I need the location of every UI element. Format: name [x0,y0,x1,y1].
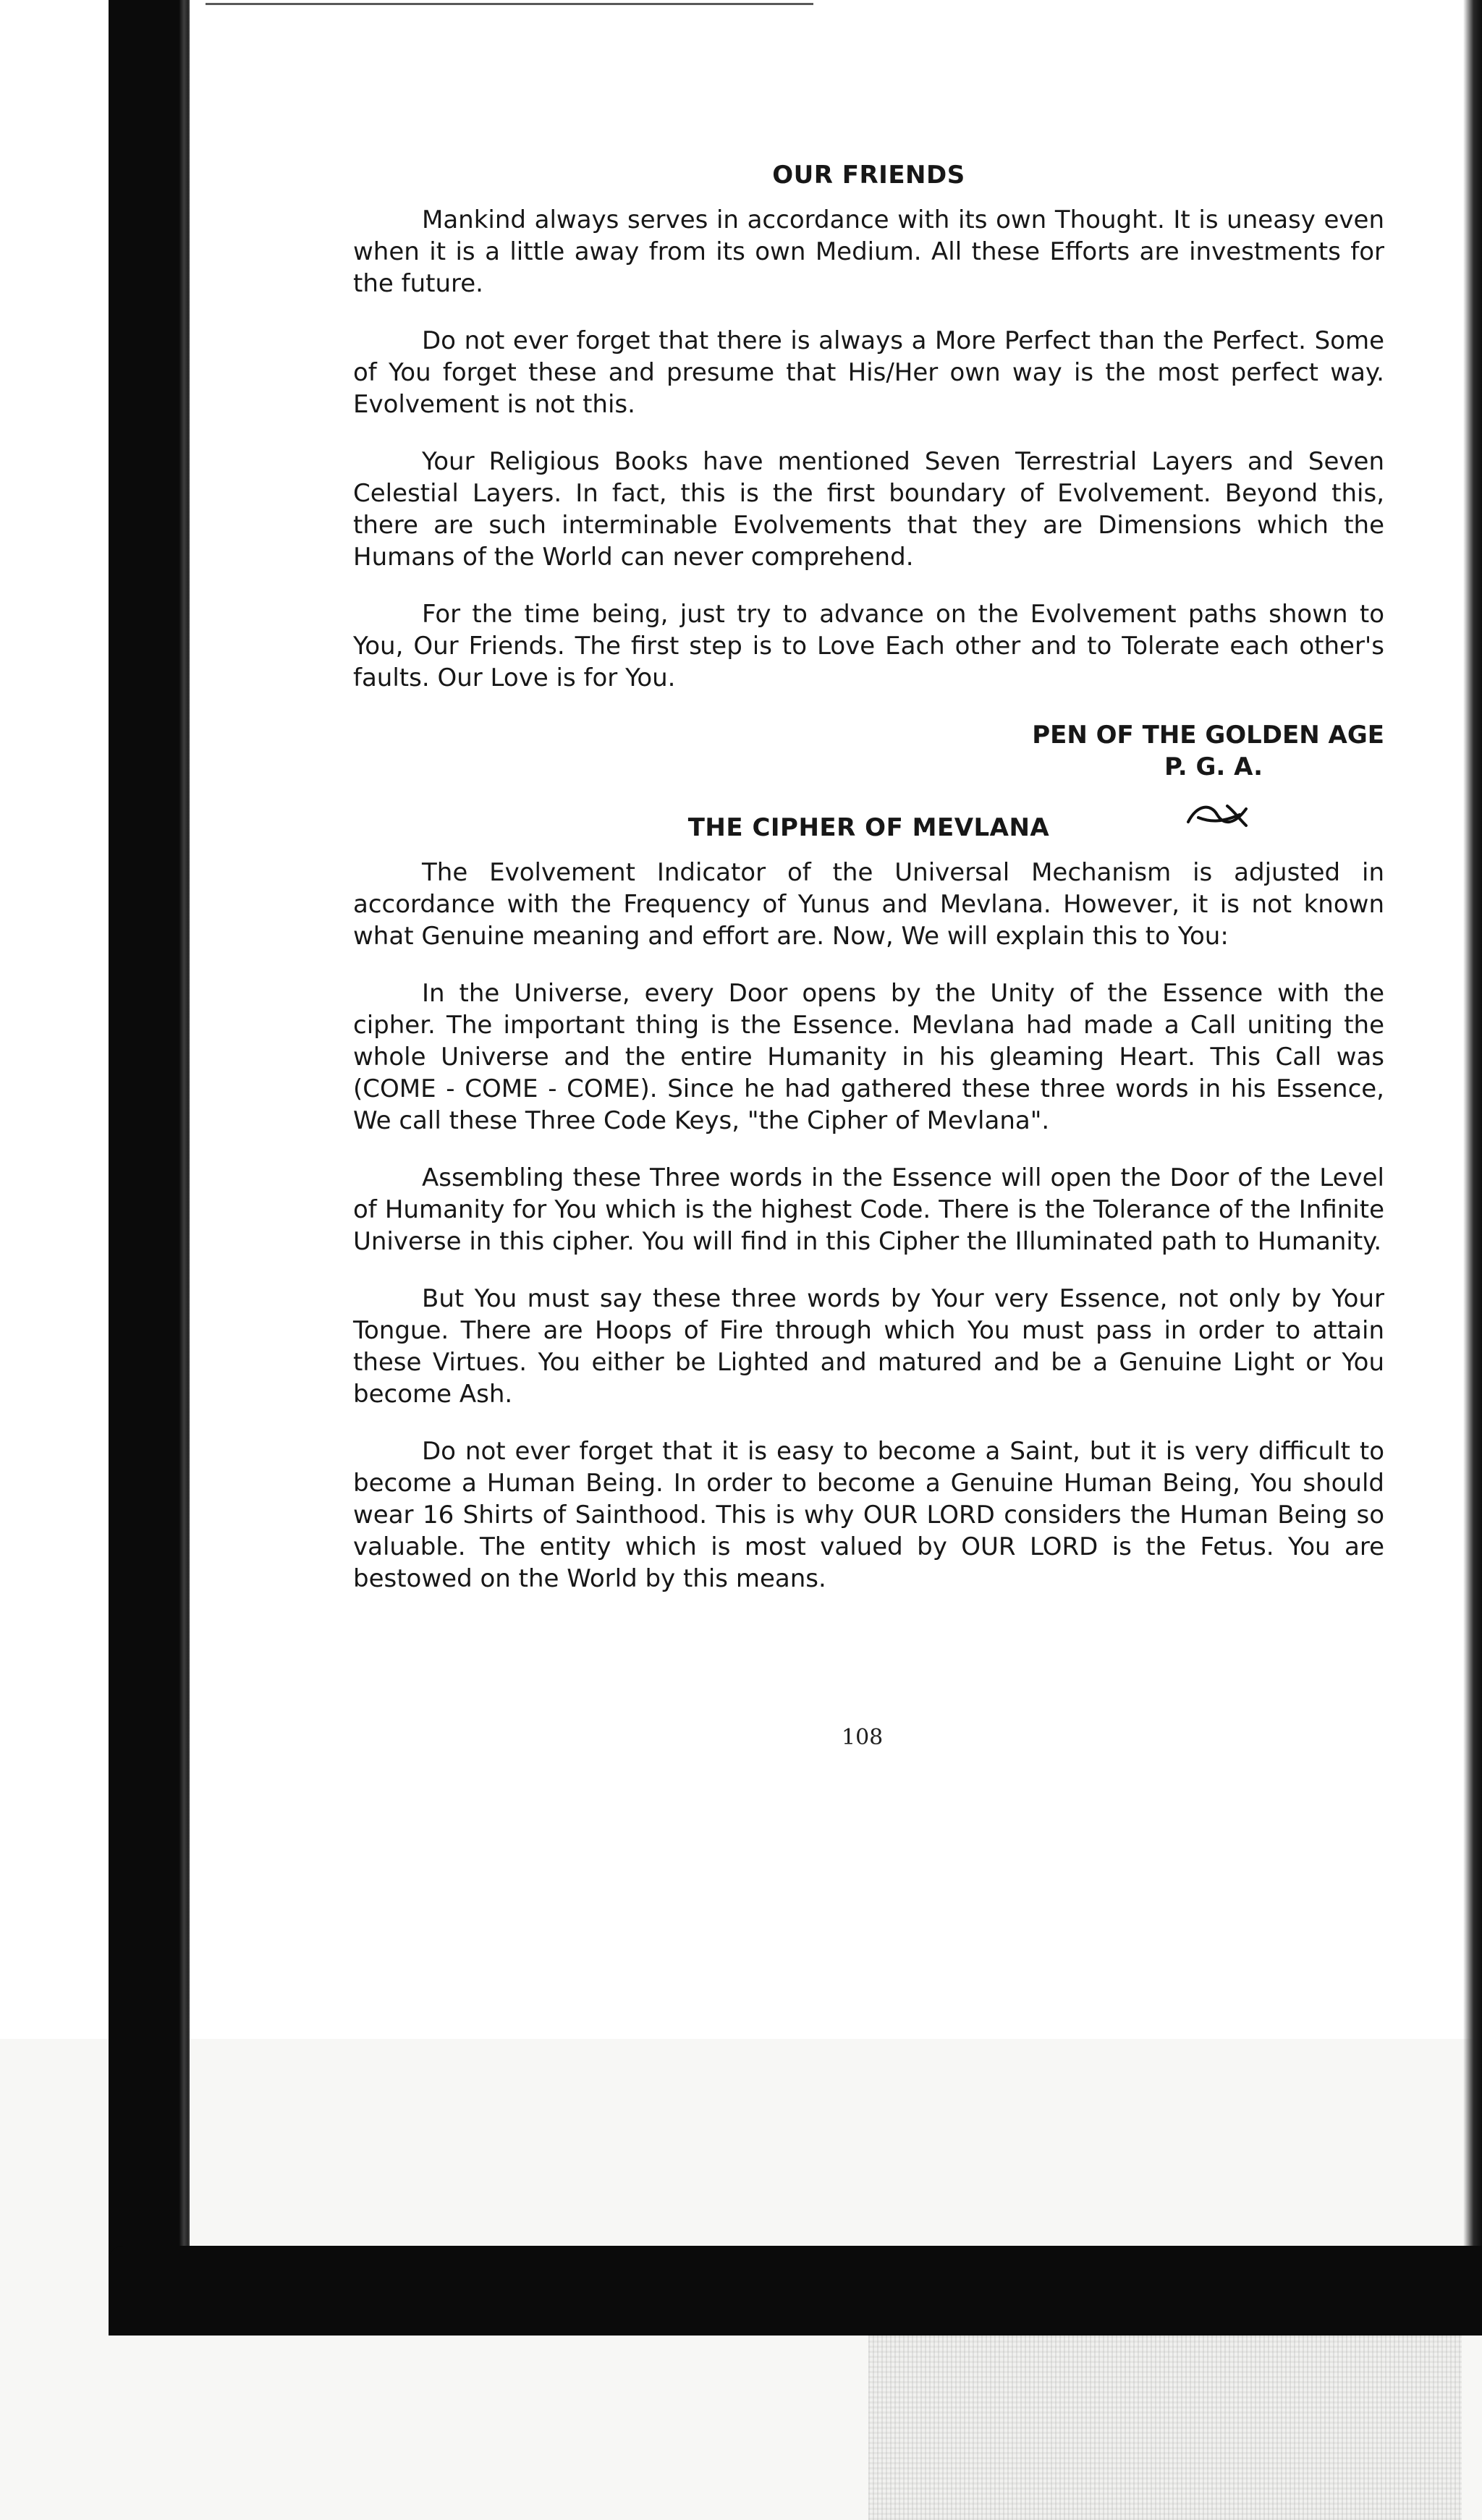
section-our-friends [353,159,1384,783]
signature-initials: P. G. A. [1164,752,1263,781]
paragraph: The Evolvement Indicator of the Universal Mechanism is adjusted in accordance with the Frequency of Yunus and Mevlana. However, it is not known what Genuine meaning and effort are. Now, We will explain this to You: [353,858,1384,951]
bottom-book-binding [109,2246,1482,2336]
scan-noise-area [868,2336,1462,2520]
paragraph: Assembling these Three words in the Essence will open the Door of the Level of Humanity for You which is the highest Code. There is the Tolerance of the Infinite Universe in this cipher. You will find in this Cipher the Illuminated path to Humanity. [353,1163,1384,1256]
signature-name: PEN OF THE GOLDEN AGE [1032,721,1384,750]
right-page-shadow [1463,0,1482,2279]
paragraph: For the time being, just try to advance on the Evolvement paths shown to You, Our Friends. The first step is to Love Each other and to Tolerate each other's faults. Our Love is for You. [353,600,1384,692]
handwritten-signature-icon [1184,800,1250,831]
left-book-binding [109,0,188,2272]
section-title: OUR FRIENDS [772,161,965,190]
paragraph: But You must say these three words by Your very Essence, not only by Your Tongue. There are Hoops of Fire through which You must pass in order to attain these Virtues. You either be Lighted and matured and be a Genuine Light or You become Ash. [353,1284,1384,1409]
paragraph: Your Religious Books have mentioned Seven Terrestrial Layers and Seven Celestial Layers. In fact, this is the first boundary of Evolvement. Beyond this, there are such interminable Evolvements that they are Dimensions which the Humans of the World can never comprehend. [353,447,1384,572]
paragraph: In the Universe, every Door opens by the Unity of the Essence with the cipher. The important thing is the Essence. Mevlana had made a Call uniting the whole Universe and the entire Humanity in his gleaming Heart. This Call was (COME - COME - COME). Since he had gathered these three words in his Essence, We call these Three Code Keys, "the Cipher of Mevlana". [353,979,1384,1135]
left-binding-edge [179,0,190,2250]
top-scan-line [206,3,813,5]
signature-block [353,719,1384,783]
paragraph: Mankind always serves in accordance with its own Thought. It is uneasy even when it is a little away from its own Medium. All these Efforts are investments for the future. [353,205,1384,298]
paragraph: Do not ever forget that there is always a More Perfect than the Perfect. Some of You forget these and presume that His/Her own way is the most perfect way. Evolvement is not this. [353,326,1384,419]
book-page [353,159,1384,1620]
paragraph: Do not ever forget that it is easy to become a Saint, but it is very difficult to become a Human Being. In order to become a Genuine Human Being, You should wear 16 Shirts of Sainthood. This is why OUR LORD considers the Human Being so valuable. The entity which is most valued by OUR LORD is the Fetus. You are bestowed on the World by this means. [353,1437,1384,1593]
section-cipher-of-mevlana [353,812,1384,1595]
section-title: THE CIPHER OF MEVLANA [687,813,1050,842]
page-number: 108 [842,1725,884,1750]
